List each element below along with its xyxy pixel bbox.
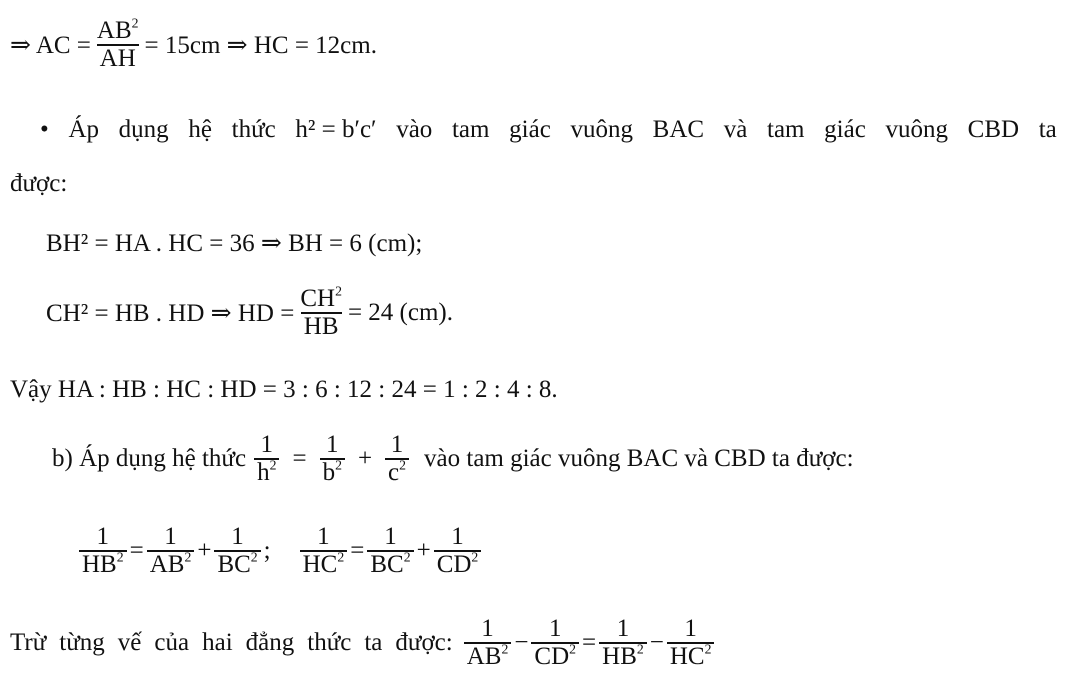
fraction-1-bc2: $\frac{1}{BC^2}$ bbox=[214, 524, 260, 579]
fraction-1-bc2-second: $\frac{1}{BC^2}$ bbox=[367, 524, 413, 579]
fraction-1-b2: $\frac{1}{b^2}$ bbox=[320, 432, 345, 487]
paragraph-continuation: được: bbox=[10, 170, 68, 197]
fraction-1-hc2: $\frac{1}{HC^2}$ bbox=[300, 524, 348, 579]
ac-lhs: ⇒ AC = bbox=[10, 32, 91, 60]
equation-pair: $\frac{1}{HB^2}$ = $\frac{1}{AB^2}$ + $\frac{1}{BC^2}$ ; $\frac{1}{HC^2}$ = $\frac{1}{BC^2}$ + $\frac{1}{CD^2}$ bbox=[76, 524, 484, 579]
fraction-ch2-hb: $\frac{CH^2}{HB}$ bbox=[300, 283, 342, 341]
fraction-1-hb2: $\frac{1}{HB^2}$ bbox=[79, 524, 127, 579]
bullet: • bbox=[40, 116, 49, 143]
fraction-ab2-ah: $\frac{AB^2}{AH}$ bbox=[96, 15, 139, 73]
equation-ch: CH² = HB . HD ⇒ HD = $\frac{CH^2}{HB}$ = 24 (cm). bbox=[46, 283, 453, 341]
fraction-1-cd2-sub: $\frac{1}{CD^2}$ bbox=[531, 616, 579, 671]
fraction-1-ab2-sub: $\frac{1}{AB^2}$ bbox=[464, 616, 512, 671]
ratio-line: Vậy HA : HB : HC : HD = 3 : 6 : 12 : 24 = 1 : 2 : 4 : 8. bbox=[10, 376, 558, 403]
bullet-paragraph-line: • Áp dụng hệ thức h² = b′c′ vào tam giác vuông BAC và tam giác vuông CBD ta bbox=[40, 116, 1057, 143]
equation-ac bbox=[10, 15, 377, 73]
fraction-1-h2: $\frac{1}{h^2}$ bbox=[254, 432, 279, 487]
subtract-line: Trừ từng vế của hai đẳng thức ta được: $\frac{1}{AB^2}$ − $\frac{1}{CD^2}$ = $\frac{1}{HB^2}$ − $\frac{1}{HC^2}$ bbox=[10, 616, 717, 671]
fraction-1-cd2: $\frac{1}{CD^2}$ bbox=[434, 524, 482, 579]
equation-bh: BH² = HA . HC = 36 ⇒ BH = 6 (cm); bbox=[46, 230, 423, 257]
part-b-line: b) Áp dụng hệ thức $\frac{1}{h^2}$ = $\frac{1}{b^2}$ + $\frac{1}{c^2}$ vào tam giác vuông BAC và CBD ta được: bbox=[52, 431, 854, 487]
ac-rhs: = 15cm ⇒ HC = 12cm. bbox=[144, 32, 377, 60]
fraction-1-c2: $\frac{1}{c^2}$ bbox=[385, 432, 409, 487]
fraction-1-hb2-sub: $\frac{1}{HB^2}$ bbox=[599, 616, 647, 671]
fraction-1-ab2: $\frac{1}{AB^2}$ bbox=[147, 524, 195, 579]
fraction-1-hc2-sub: $\frac{1}{HC^2}$ bbox=[667, 616, 715, 671]
